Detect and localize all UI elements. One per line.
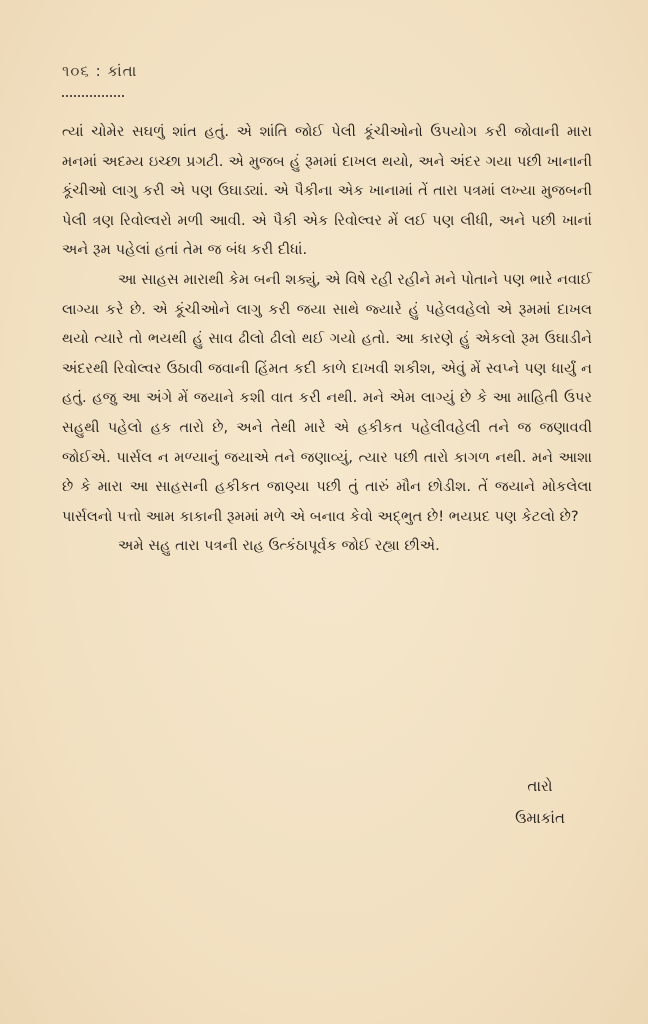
paragraph-2: આ સાહસ મારાથી કેમ બની શક્યું, એ વિષે રહી રહીને મને પોતાને પણ ભારે નવાઈ લાગ્યા કરે છે. એ કૂંચીઓને લાગુ કરી જયા સાથે જ્યારે હું પહેલવહેલો એ રૂમમાં દાખલ થયો ત્યારે તો ભયથી હું સાવ ઢીલો ઢીલો થઈ ગયો હતો. આ કારણે હું એકલો રૂમ ઉઘાડીને અંદરથી રિવોલ્વર ઉઠાવી જવાની હિંમત કદી કાળે દાખવી શકીશ, એવું મેં સ્વપ્ને પણ ધાર્યું ન હતું. હજુ આ અંગે મેં જયાને કશી વાત કરી નથી. મને એમ લાગ્યું છે કે આ માહિતી ઉપર સહુથી પહેલો હક તારો છે, અને તેથી મારે એ હકીકત પહેલીવહેલી તને જ જણાવવી જોઈએ. પાર્સલ ન મળ્યાનું જયાએ તને જણાવ્યું, ત્યાર પછી તારો કાગળ નથી. મને આશા છે કે મારા આ સાહસની હકીકત જાણ્યા પછી તું તારું મૌન છોડીશ. તેં જયાને મોકલેલા પાર્સલનો પત્તો આમ કાકાની રૂમમાં મળે એ બનાવ કેવો અદ્ભુત છે! ભયપ્રદ પણ કેટલો છે? [62,270,592,525]
signoff-name: ઉમાકાંત [515,809,565,827]
page-number: ૧૦૬ [62,62,90,80]
header-underline [62,95,124,101]
header-separator: : [95,62,102,80]
book-title: કાંતા [107,62,138,80]
signoff [480,770,600,834]
signoff-salutation: તારો [527,777,553,795]
letter-body [62,117,592,561]
page-header [62,62,137,80]
paragraph-3: અમે સહુ તારા પત્રની રાહ ઉત્કંઠાપૂર્વક જોઈ રહ્યા છીએ. [118,537,440,555]
paragraph-1: ત્યાં ચોમેર સઘળું શાંત હતું. એ શાંતિ જોઈ પેલી કૂંચીઓનો ઉપયોગ કરી જોવાની મારા મનમાં અદમ્ય ઇચ્છા પ્રગટી. એ મુજબ હું રૂમમાં દાખલ થયો, અને અંદર ગયા પછી ખાનાની કૂંચીઓ લાગુ કરી એ પણ ઉઘાડ્યાં. એ પૈકીના એક ખાનામાં તેં તારા પત્રમાં લખ્યા મુજબની પેલી ત્રણ રિવોલ્વરો મળી આવી. એ પૈકી એક રિવોલ્વર મેં લઈ પણ લીધી, અને પછી ખાનાં અને રૂમ પહેલાં હતાં તેમ જ બંધ કરી દીધાં. [62,123,592,259]
